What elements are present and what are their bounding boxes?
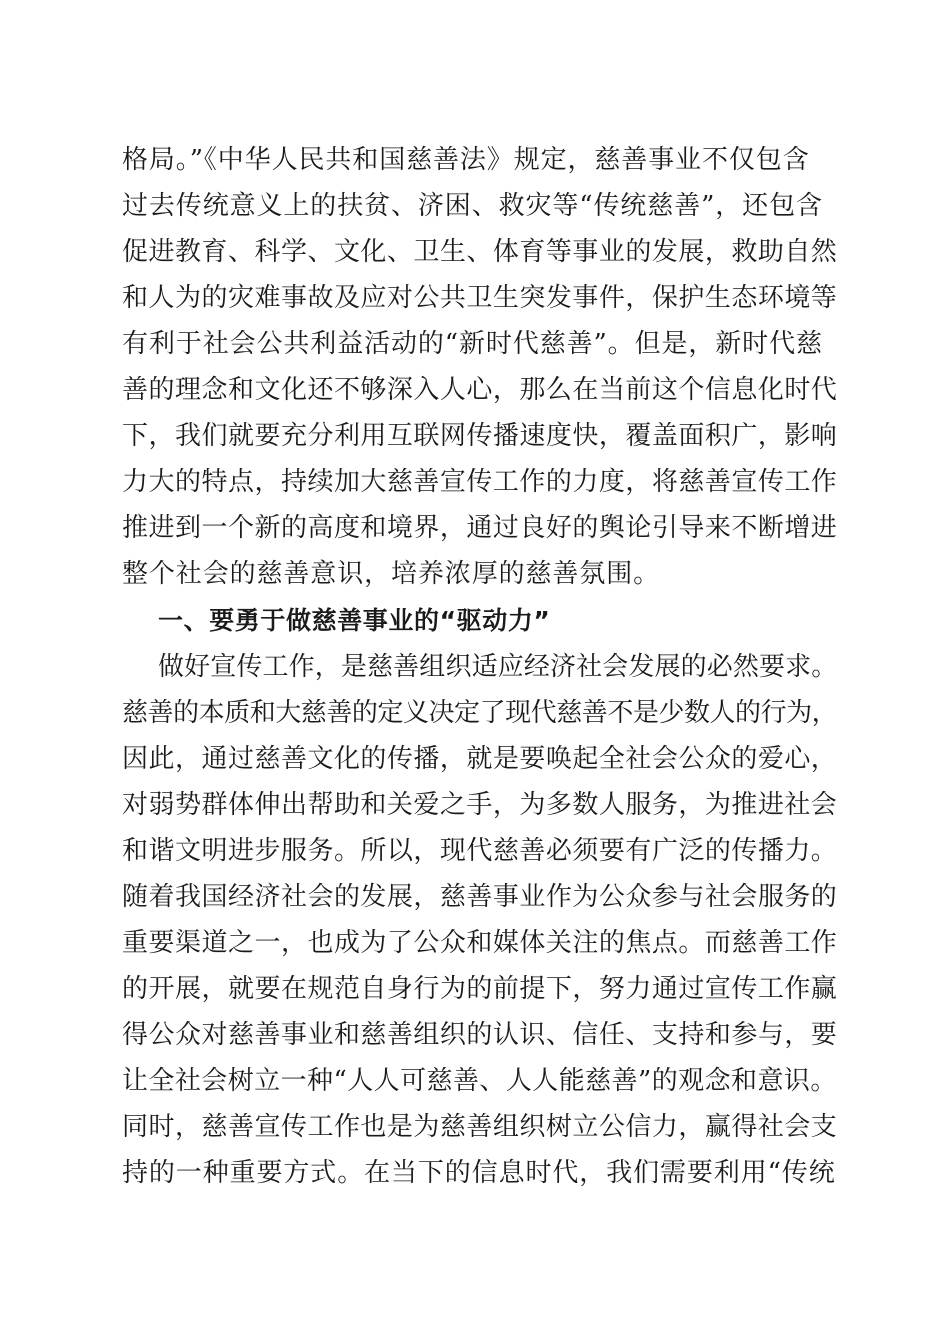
section-heading: 一、要勇于做慈善事业的“驱动力” bbox=[158, 606, 551, 635]
paragraph-line: 有利于社会公共利益活动的“新时代慈善”。但是，新时代慈 bbox=[122, 329, 823, 359]
paragraph-line: 格局。”《中华人民共和国慈善法》规定，慈善事业不仅包含 bbox=[122, 145, 810, 175]
paragraph-line: 下，我们就要充分利用互联网传播速度快，覆盖面积广，影响 bbox=[122, 421, 838, 451]
paragraph-line: 重要渠道之一，也成为了公众和媒体关注的焦点。而慈善工作 bbox=[122, 928, 838, 958]
paragraph-line: 的开展，就要在规范自身行为的前提下，努力通过宣传工作赢 bbox=[122, 974, 838, 1004]
paragraph-line: 做好宣传工作，是慈善组织适应经济社会发展的必然要求。 bbox=[158, 652, 838, 682]
paragraph-line: 整个社会的慈善意识，培养浓厚的慈善氛围。 bbox=[122, 559, 661, 589]
paragraph-line: 持的一种重要方式。在当下的信息时代，我们需要利用“传统 bbox=[122, 1158, 836, 1188]
paragraph-line: 同时，慈善宣传工作也是为慈善组织树立公信力，赢得社会支 bbox=[122, 1112, 838, 1142]
paragraph-line: 随着我国经济社会的发展，慈善事业作为公众参与社会服务的 bbox=[122, 882, 838, 912]
paragraph-line: 和谐文明进步服务。所以，现代慈善必须要有广泛的传播力。 bbox=[122, 836, 838, 866]
paragraph-line: 过去传统意义上的扶贫、济困、救灾等“传统慈善”，还包含 bbox=[122, 191, 823, 221]
paragraph-line: 善的理念和文化还不够深入人心，那么在当前这个信息化时代 bbox=[122, 375, 838, 405]
paragraph-line: 让全社会树立一种“人人可慈善、人人能慈善”的观念和意识。 bbox=[122, 1066, 837, 1096]
paragraph-line: 力大的特点，持续加大慈善宣传工作的力度，将慈善宣传工作 bbox=[122, 467, 838, 497]
paragraph-line: 因此，通过慈善文化的传播，就是要唤起全社会公众的爱心， bbox=[122, 744, 838, 774]
paragraph-line: 慈善的本质和大慈善的定义决定了现代慈善不是少数人的行为， bbox=[122, 698, 838, 728]
paragraph-line: 对弱势群体伸出帮助和关爱之手，为多数人服务，为推进社会 bbox=[122, 790, 838, 820]
paragraph-line: 和人为的灾难事故及应对公共卫生突发事件，保护生态环境等 bbox=[122, 283, 838, 313]
paragraph-line: 得公众对慈善事业和慈善组织的认识、信任、支持和参与，要 bbox=[122, 1020, 838, 1050]
paragraph-line: 促进教育、科学、文化、卫生、体育等事业的发展，救助自然 bbox=[122, 237, 838, 267]
paragraph-line: 推进到一个新的高度和境界，通过良好的舆论引导来不断增进 bbox=[122, 513, 838, 543]
